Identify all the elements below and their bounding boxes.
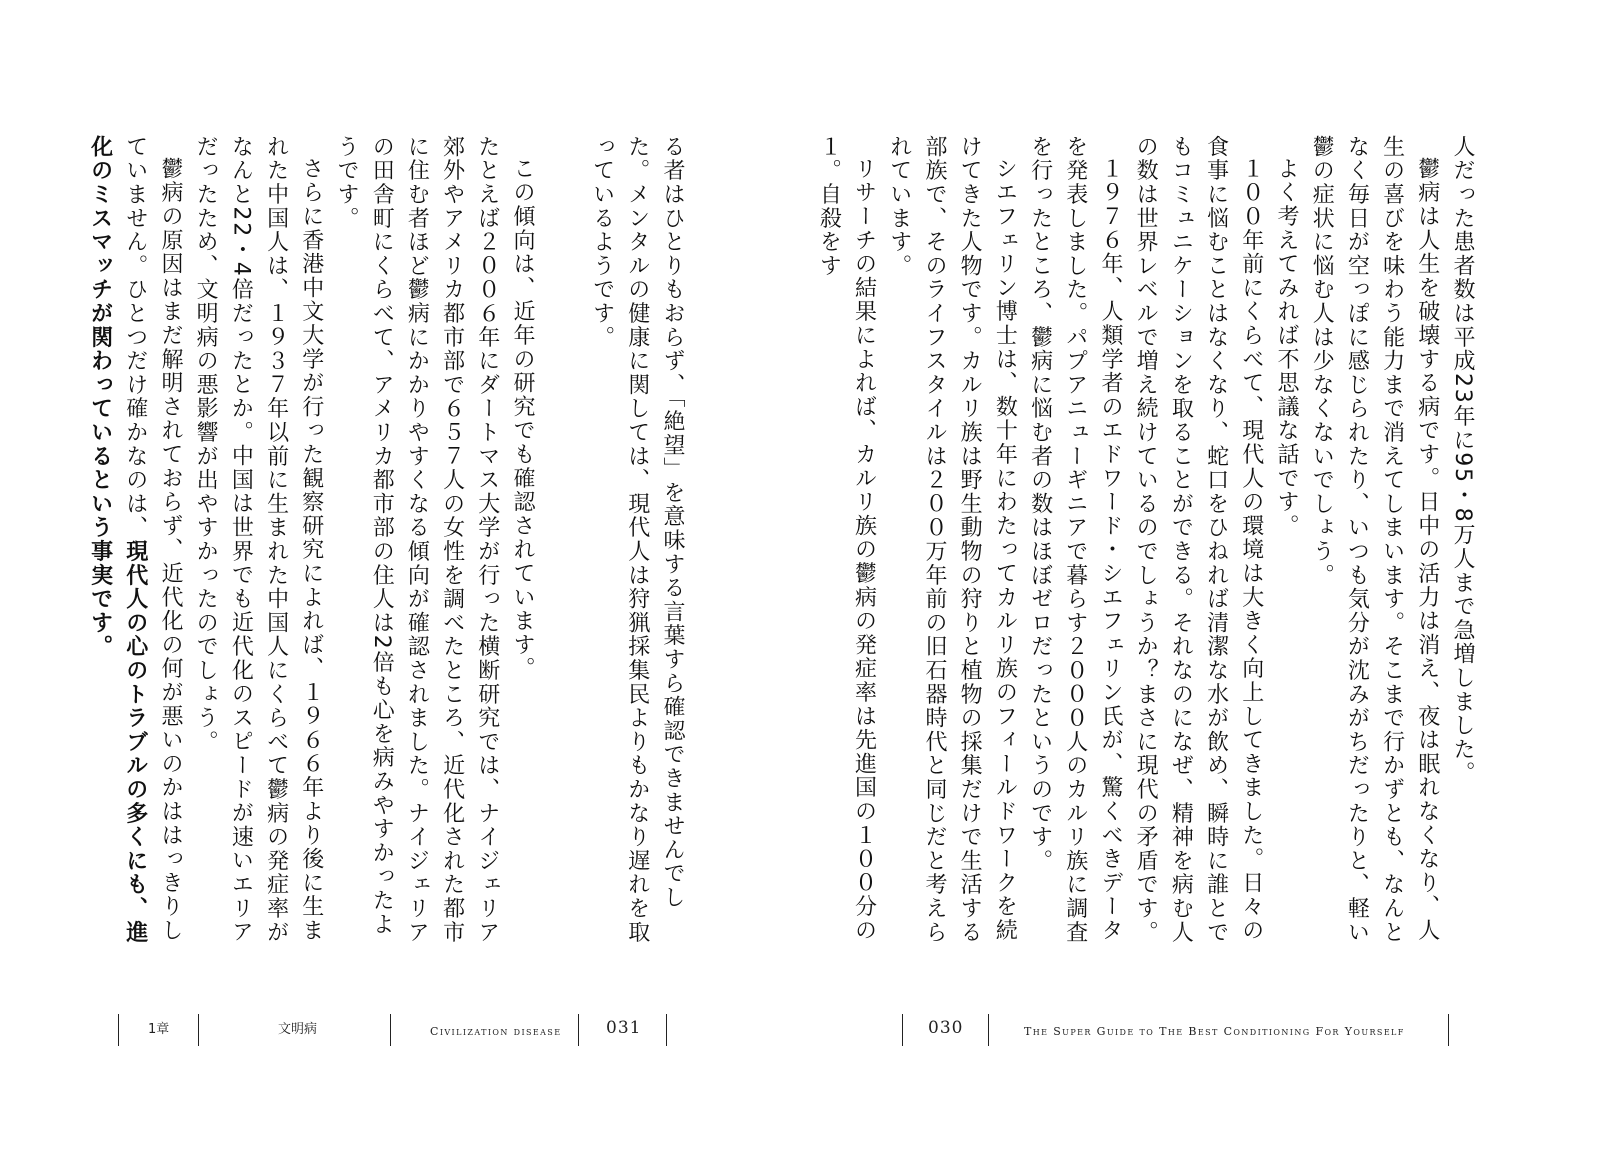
right-page-body-text [816,135,1480,955]
footer-divider [118,1014,119,1046]
footer-divider [666,1014,667,1046]
body-paragraph: この傾向は、近年の研究でも確認されています。 [510,157,535,681]
footer-divider [902,1014,903,1046]
body-paragraph: リサーチの結果によれば、カルリ族の鬱病の発症率は先進国の１００分の１。自殺をす [816,135,877,943]
footer-divider [390,1014,391,1046]
left-page-body-text [87,135,540,955]
emphasized-conclusion: 現代人の心のトラブルの多くにも、進化のミスマッチが関わっているという事実です。 [87,135,148,945]
body-paragraph: 人だった患者数は平成23年に95・8万人まで急増しました。 [1450,135,1475,786]
footer-divider [988,1014,989,1046]
final-paragraph [82,135,188,955]
footer-divider [198,1014,199,1046]
page-number-right: 030 [928,1018,964,1038]
body-paragraph: さらに香港中文大学が行った観察研究によれば、１９６６年より後に生まれた中国人は、１９３７年以前に生まれた中国人にくらべて鬱病の発症率がなんと22・4倍だったとか。中国は世界でも近代化のスピードが速いエリアだったため、文明病の悪影響が出やすかったのでしょう。 [193,135,324,945]
continuation-paragraph: る者はひとりもおらず、「絶望」を意味する言葉すら確認できませんでした。メンタルの健康に関しては、現代人は狩猟採集民よりもかなり遅れを取っているようです。 [589,135,685,945]
body-paragraph: 鬱病は人生を破壊する病です。日中の活力は消え、夜は眠れなくなり、人生の喜びを味わう能力まで消えてしまいます。そこまで行かずとも、なんとなく毎日が空っぽに感じられたり、いつも気分が沈みがちだったりと、軽い鬱の症状に悩む人は少なくないでしょう。 [1309,135,1440,945]
chapter-number: 1章 [148,1022,170,1037]
chapter-title: 文明病 [278,1022,318,1037]
chapter-subtitle: Civilization disease [430,1025,562,1038]
body-paragraph: １９７６年、人類学者のエドワード・シエフェリン氏が、驚くべきデータを発表しました。パプアニューギニアで暮らす２０００人のカルリ族に調査を行ったところ、鬱病に悩む者の数はほぼゼロだったというのです。 [1027,135,1123,945]
page-number-left: 031 [606,1018,642,1038]
body-paragraph: １００年前にくらべて、現代人の環境は大きく向上してきました。日々の食事に悩むことはなくなり、蛇口をひねれば清潔な水が飲め、瞬時に誰とでもコミュニケーションを取ることができる。それなのになぜ、精神を病む人の数は世界レベルで増え続けているのでしょうか？まさに現代の矛盾です。 [1133,135,1264,945]
final-paragraph-lead: 鬱病の原因はまだ解明されておらず、近代化の何が悪いのかははっきりしていません。ひとつだけ確かなのは、 [122,135,183,943]
footer-divider [578,1014,579,1046]
running-title: The Super Guide to The Best Conditioning For Yourself [1024,1025,1405,1038]
footer-divider [1448,1014,1449,1046]
body-paragraph: たとえば２００６年にダートマス大学が行った横断研究では、ナイジェリア郊外やアメリカ都市部で６５７人の女性を調べたところ、近代化された都市に住む者ほど鬱病にかかりやすくなる傾向が確認されました。ナイジェリアの田舎町にくらべて、アメリカ都市部の住人は2倍も心を病みやすかったようです。 [333,135,500,945]
body-paragraph: シエフェリン博士は、数十年にわたってカルリ族のフィールドワークを続けてきた人物です。カルリ族は野生動物の狩りと植物の採集だけで生活する部族で、そのライフスタイルは２００万年前の旧石器時代と同じだと考えられています。 [886,135,1018,945]
body-paragraph: よく考えてみれば不思議な話です。 [1273,157,1299,538]
left-page-continuation-column [560,135,690,955]
